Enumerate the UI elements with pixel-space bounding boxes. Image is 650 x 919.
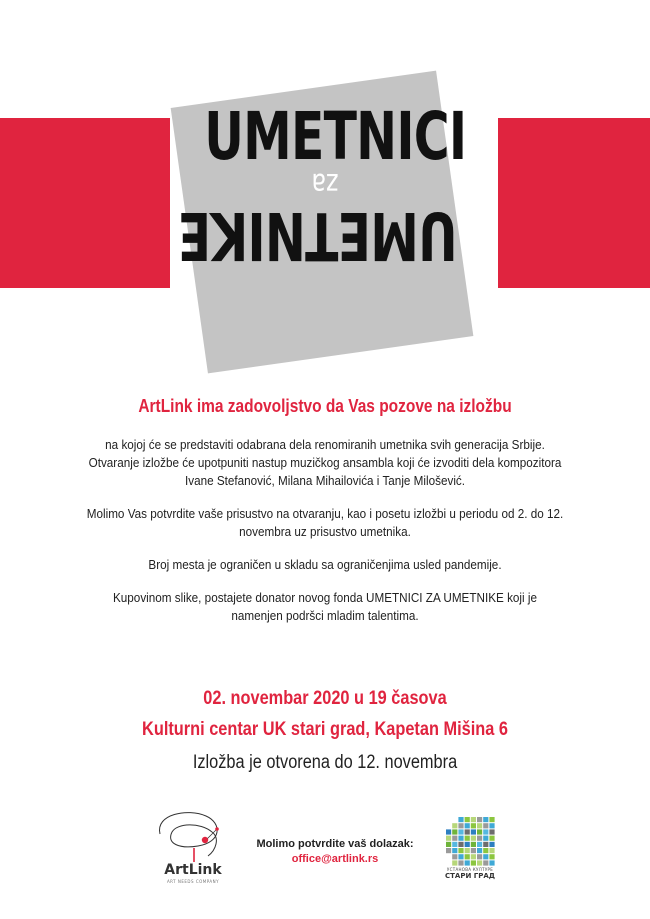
mosaic-tile (465, 848, 470, 853)
mosaic-tile (477, 848, 482, 853)
mosaic-tile (465, 829, 470, 834)
mosaic-tile (452, 836, 457, 841)
invitation-headline: ArtLink ima zadovoljstvo da Vas pozove na izložbu (138, 396, 512, 416)
mosaic-tile (489, 829, 494, 834)
city-logo-line1: УСТАНОВА КУЛТУРЕ (446, 867, 494, 872)
mosaic-tile (452, 842, 457, 847)
mosaic-tile (471, 848, 476, 853)
mosaic-tile (446, 842, 451, 847)
event-location: Kulturni centar UK stari grad, Kapetan Mišina 6 (142, 719, 508, 740)
mosaic-tile (465, 823, 470, 828)
mosaic-tile (483, 860, 488, 865)
mosaic-tile (477, 823, 482, 828)
mosaic-tile (446, 848, 451, 853)
mosaic-tile (489, 836, 494, 841)
title-za: za (311, 166, 339, 201)
mosaic-tile (458, 817, 463, 822)
mosaic-tile (465, 836, 470, 841)
mosaic-tile (458, 842, 463, 847)
title-umetnici: UMETNICI (204, 98, 467, 175)
artlink-logo-name: ArtLink (164, 862, 222, 878)
paragraph-rsvp-period: Molimo Vas potvrdite vaše prisustvo na otvaranju, kao i posetu izložbi u periodu od 2. do 12. novembra uz prisustvo umetnika. (86, 506, 564, 539)
mosaic-tile (465, 842, 470, 847)
paragraph-exhibition: na kojoj će se predstaviti odabrana dela renomiranih umetnika svih generacija Srbije. Otvaranje izložbe će upotpuniti nastup muzičkog ansambla koji će izvoditi dela kompozitora Ivane Stefanović, Milana Mihailovića i Tanje Milošević. (88, 437, 562, 488)
mosaic-tile (452, 848, 457, 853)
mosaic-tile (471, 842, 476, 847)
mosaic-tile (483, 823, 488, 828)
mosaic-tile (465, 860, 470, 865)
mosaic-tile (489, 823, 494, 828)
mosaic-tile (458, 848, 463, 853)
event-date-time: 02. novembar 2020 u 19 časova (203, 688, 447, 709)
rsvp-block (240, 837, 430, 867)
invitation-body (60, 436, 590, 640)
mosaic-tile (477, 854, 482, 859)
mosaic-tile (446, 836, 451, 841)
mosaic-tile (471, 817, 476, 822)
mosaic-tile (489, 817, 494, 822)
stari-grad-logo-icon (444, 815, 496, 867)
mosaic-tile (477, 836, 482, 841)
mosaic-tile (483, 836, 488, 841)
mosaic-tile (471, 854, 476, 859)
red-band-left (0, 118, 170, 288)
paragraph-fund: Kupovinom slike, postajete donator novog fonda UMETNICI ZA UMETNIKE koji je namenjen podršci mladim talentima. (112, 590, 537, 623)
mosaic-tile (471, 836, 476, 841)
mosaic-tile (483, 817, 488, 822)
rsvp-label: Molimo potvrdite vaš dolazak: (256, 838, 414, 850)
mosaic-tile (458, 829, 463, 834)
mosaic-tile (458, 854, 463, 859)
artlink-logo-tagline: ART NEEDS COMPANY (166, 879, 220, 884)
mosaic-tile (489, 842, 494, 847)
mosaic-tile (446, 829, 451, 834)
mosaic-tile (452, 860, 457, 865)
exhibition-open-until: Izložba je otvorena do 12. novembra (192, 752, 458, 773)
mosaic-tile (477, 842, 482, 847)
mosaic-tile (483, 829, 488, 834)
mosaic-tile (489, 860, 494, 865)
mosaic-tile (483, 854, 488, 859)
city-logo-line2: СТАРИ ГРАД (445, 872, 495, 880)
mosaic-tile (477, 817, 482, 822)
mosaic-tile (458, 836, 463, 841)
title-umetnike: UMETNIKE (178, 197, 458, 274)
mosaic-tile (483, 848, 488, 853)
mosaic-tile (489, 848, 494, 853)
mosaic-tile (452, 829, 457, 834)
mosaic-tile (477, 860, 482, 865)
mosaic-tile (458, 860, 463, 865)
mosaic-tile (452, 854, 457, 859)
mosaic-tile (458, 823, 463, 828)
mosaic-tile (477, 829, 482, 834)
mosaic-tile (465, 817, 470, 822)
paragraph-limited-seats: Broj mesta je ograničen u skladu sa ograničenjima usled pandemije. (148, 557, 502, 572)
rsvp-email-link[interactable]: office@artlink.rs (291, 853, 379, 865)
mosaic-tile (489, 854, 494, 859)
mosaic-tile (452, 823, 457, 828)
mosaic-tile (483, 842, 488, 847)
mosaic-tile (465, 854, 470, 859)
mosaic-tile (471, 860, 476, 865)
mosaic-tile (471, 829, 476, 834)
mosaic-tile (471, 823, 476, 828)
red-band-right (498, 118, 650, 288)
